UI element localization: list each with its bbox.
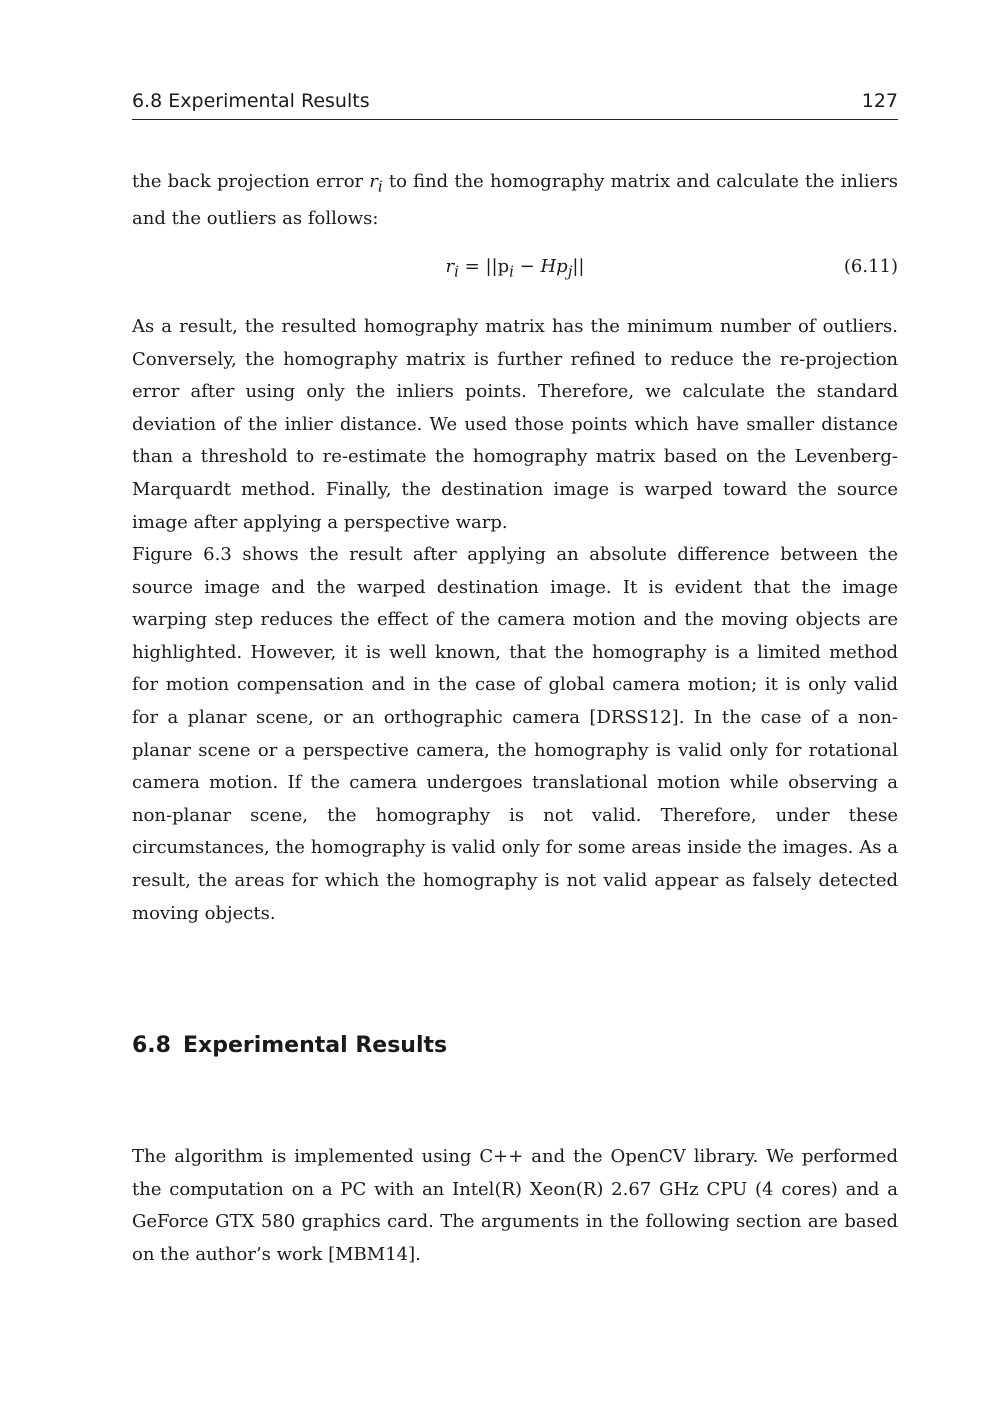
- math-subscript: i: [377, 177, 383, 196]
- equation-body: [132, 256, 898, 281]
- equation-subscript: i: [454, 262, 459, 281]
- equation-subscript: j: [567, 262, 573, 281]
- section-number: 6.8: [132, 1033, 171, 1058]
- paragraph-implementation: The algorithm is implemented using C++ and the OpenCV library. We performed the computation on a PC with an Intel(R) Xeon(R) 2.67 GHz CPU (4 cores) and a GeForce GTX 580 graphics card. The arguments in the following section are based on the author’s work [MBM14].: [132, 1146, 898, 1265]
- running-header-title: 6.8 Experimental Results: [132, 90, 370, 112]
- paragraph-back-projection: [132, 166, 898, 236]
- math-variable: [369, 171, 383, 196]
- equation-middle: = ||p: [458, 256, 510, 277]
- paragraph-homography-refinement: As a result, the resulted homography matrix has the minimum number of outliers. Conversely, the homography matrix is further refined to reduce the re-projection error after using only the inliers points. Therefore, we calculate the standard deviation of the inlier distance. We used those points which have smaller distance than a threshold to re-estimate the homography matrix based on the Levenberg-Marquardt method. Finally, the destination image is warped toward the source image after applying a perspective warp.: [132, 316, 898, 533]
- page-number: 127: [861, 90, 898, 112]
- section-title: Experimental Results: [182, 1033, 448, 1058]
- section-heading: [132, 1033, 447, 1058]
- paragraph-text: to find the homography matrix and calculate the inliers and the outliers as follows:: [132, 171, 898, 230]
- equation-end: ||: [572, 256, 585, 277]
- equation-6-11: [132, 256, 898, 288]
- equation-rhs: − Hp: [513, 256, 568, 277]
- equation-subscript: i: [509, 262, 514, 281]
- paragraph-text: the back projection error: [132, 171, 370, 192]
- running-header: [132, 88, 898, 120]
- equation-lhs: r: [445, 256, 455, 277]
- paragraph-figure-6-3: Figure 6.3 shows the result after applying an absolute difference between the source image and the warped destination image. It is evident that the image warping step reduces the effect of the camera motion and the moving objects are highlighted. However, it is well known, that the homography is a limited method for motion compensation and in the case of global camera motion; it is only valid for a planar scene, or an orthographic camera [DRSS12]. In the case of a non-planar scene or a perspective camera, the homography is valid only for rotational camera motion. If the camera undergoes translational motion while observing a non-planar scene, the homography is not valid. Therefore, under these circumstances, the homography is valid only for some areas inside the images. As a result, the areas for which the homography is not valid appear as falsely detected moving objects.: [132, 544, 898, 924]
- math-symbol: r: [369, 171, 378, 192]
- equation-number: (6.11): [843, 256, 898, 277]
